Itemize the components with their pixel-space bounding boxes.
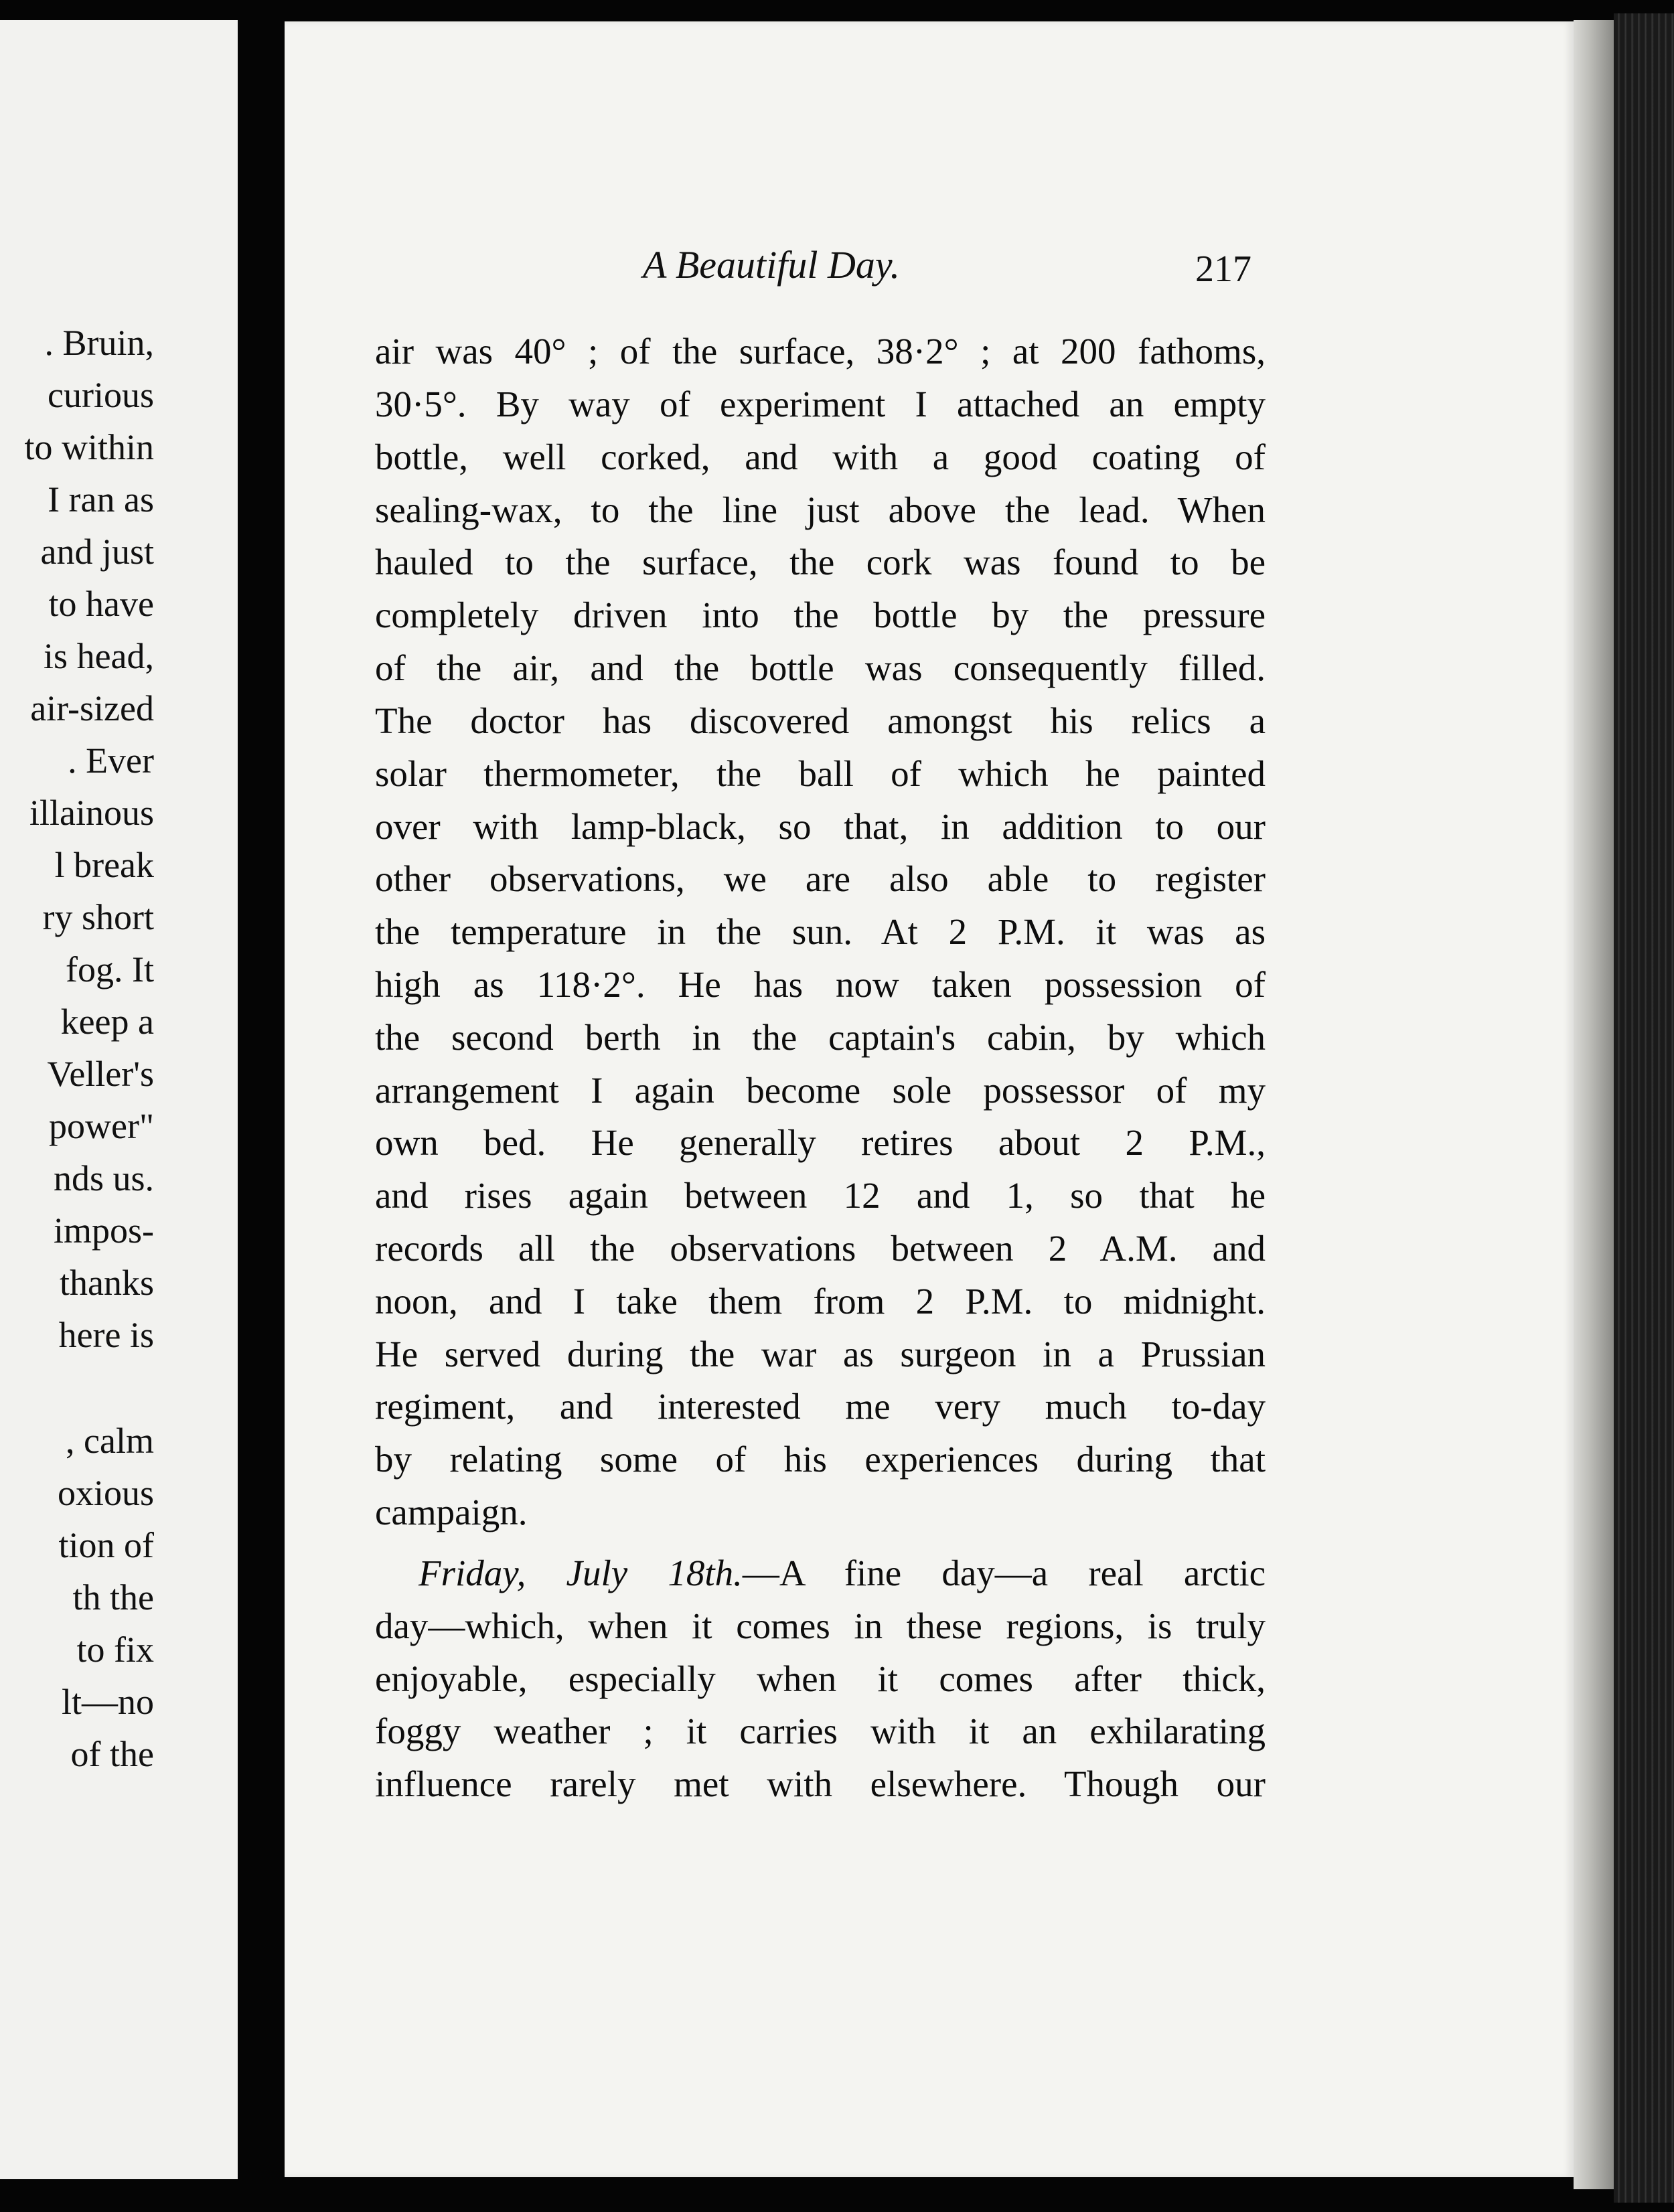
left-line: impos- — [53, 1210, 154, 1251]
text-line: the second berth in the captain's cabin, by which — [375, 1017, 1266, 1058]
left-line: is head, — [44, 636, 154, 676]
left-page-fragment — [0, 20, 238, 2179]
text-line: by relating some of his experiences during that — [375, 1439, 1266, 1480]
left-line: oxious — [57, 1473, 154, 1513]
running-head: A Beautiful Day. — [643, 243, 900, 287]
text-line: The doctor has discovered amongst his relics a — [375, 700, 1266, 741]
left-line: Veller's — [47, 1054, 154, 1094]
text-line: day—which, when it comes in these regions, is truly — [375, 1605, 1266, 1646]
text-line: and rises again between 12 and 1, so that he — [375, 1175, 1266, 1216]
text-line: regiment, and interested me very much to-day — [375, 1386, 1266, 1427]
left-line: power" — [49, 1106, 154, 1146]
left-line: illainous — [29, 793, 154, 833]
text-line: bottle, well corked, and with a good coating of — [375, 437, 1266, 477]
page-edge — [1574, 20, 1614, 2189]
left-line: tion of — [58, 1525, 154, 1565]
entry-date: Friday, July 18th. — [418, 1553, 743, 1593]
left-line: to within — [24, 427, 154, 467]
text-line: arrangement I again become sole possessor of my — [375, 1070, 1266, 1111]
left-line: ry short — [42, 897, 154, 937]
left-line: lt—no — [61, 1682, 154, 1722]
text-line: 30·5°. By way of experiment I attached an empty — [375, 384, 1266, 424]
left-line: , calm — [66, 1421, 154, 1461]
left-line: air-sized — [30, 688, 154, 728]
text-line: foggy weather ; it carries with it an exhilarating — [375, 1711, 1266, 1751]
text-line: own bed. He generally retires about 2 P.M., — [375, 1122, 1266, 1163]
left-line: nds us. — [53, 1158, 154, 1198]
book-edge — [1614, 13, 1674, 2203]
left-line: th the — [72, 1577, 154, 1617]
text-line: enjoyable, especially when it comes after thick, — [375, 1658, 1266, 1699]
text-line: other observations, we are also able to register — [375, 858, 1266, 899]
left-line: to fix — [76, 1630, 154, 1670]
left-line: and just — [40, 532, 154, 572]
text-line: hauled to the surface, the cork was found to be — [375, 542, 1266, 582]
left-line: keep a — [60, 1002, 154, 1042]
text-line: over with lamp-black, so that, in addition to our — [375, 806, 1266, 847]
text-line: air was 40° ; of the surface, 38·2° ; at 200 fathoms, — [375, 331, 1266, 372]
left-line: . Ever — [68, 740, 154, 781]
text-line: the temperature in the sun. At 2 P.M. it was as — [375, 911, 1266, 952]
text-line: He served during the war as surgeon in a Prussian — [375, 1334, 1266, 1374]
left-line: I ran as — [48, 479, 154, 520]
text-line: influence rarely met with elsewhere. Though our — [375, 1763, 1266, 1804]
left-line: here is — [58, 1315, 154, 1355]
left-line: to have — [48, 584, 154, 624]
text-line: solar thermometer, the ball of which he painted — [375, 753, 1266, 794]
text-line: campaign. — [375, 1492, 528, 1532]
text-line: completely driven into the bottle by the pressure — [375, 595, 1266, 635]
text-line: records all the observations between 2 A.M. and — [375, 1228, 1266, 1269]
gutter-shadow — [238, 0, 285, 2212]
text-line: of the air, and the bottle was consequently filled. — [375, 647, 1266, 688]
text-line: sealing-wax, to the line just above the lead. When — [375, 489, 1266, 530]
left-line: . Bruin, — [44, 323, 154, 363]
page-number: 217 — [1195, 248, 1251, 290]
text-line: noon, and I take them from 2 P.M. to midnight. — [375, 1281, 1266, 1322]
entry-first-line-text: —A fine day—a real arctic — [742, 1553, 1266, 1593]
entry-first-line — [418, 1555, 1266, 1591]
left-line: l break — [54, 845, 154, 885]
left-line: of the — [70, 1734, 154, 1774]
left-line: curious — [48, 375, 154, 415]
text-line: high as 118·2°. He has now taken possession of — [375, 964, 1266, 1005]
left-line: fog. It — [66, 949, 154, 990]
left-line: thanks — [60, 1263, 154, 1303]
